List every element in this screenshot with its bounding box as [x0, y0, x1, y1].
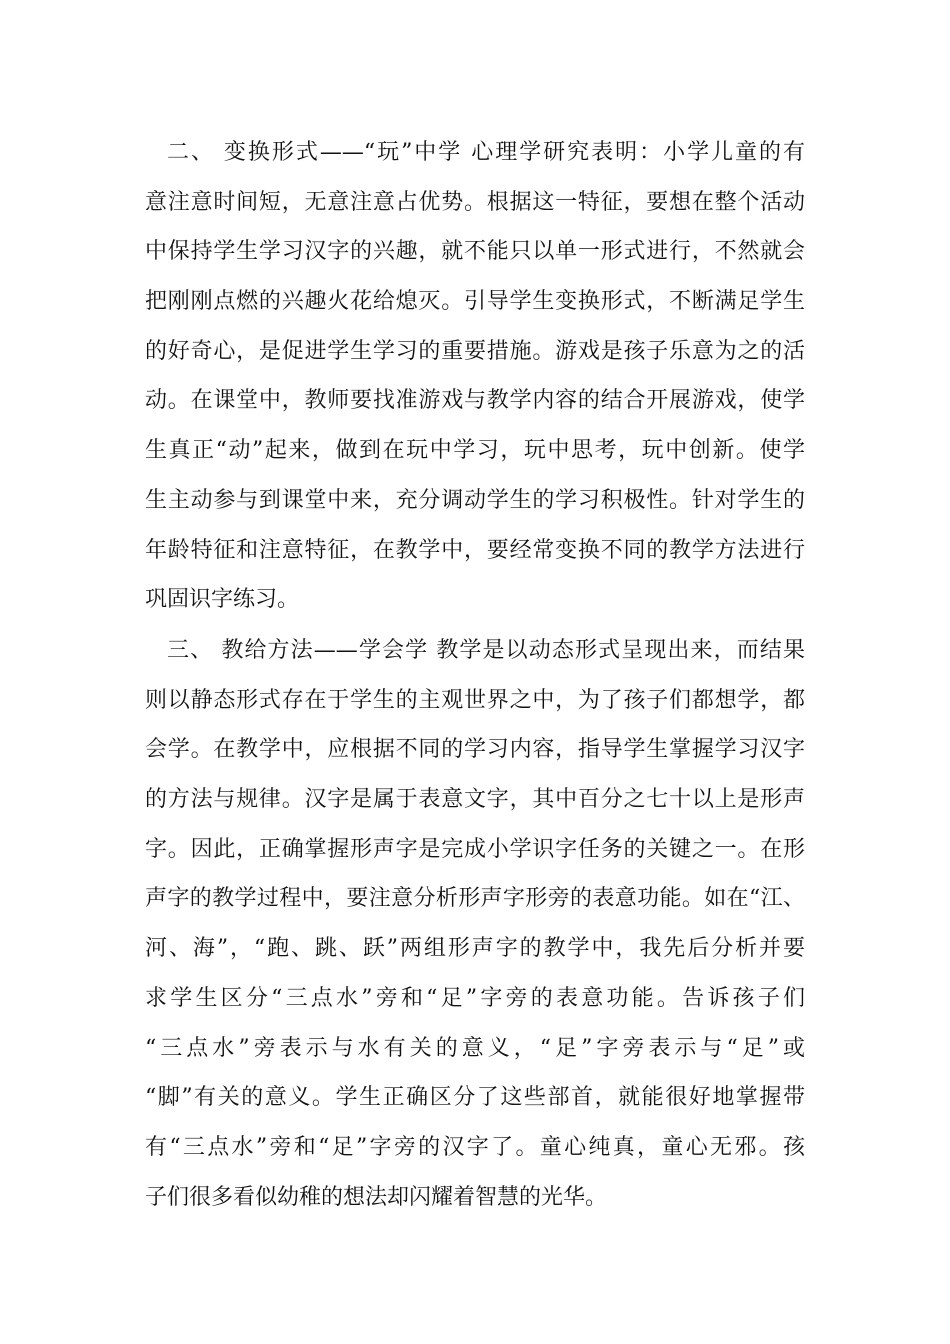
text-line: 河、海”，“跑、跳、跃”两组形声字的教学中，我先后分析并要 — [145, 936, 805, 962]
text-line: 中保持学生学习汉字的兴趣，就不能只以单一形式进行，不然就会 — [145, 239, 805, 265]
text-line: 的方法与规律。汉字是属于表意文字，其中百分之七十以上是形声 — [145, 787, 805, 813]
text-line: “脚”有关的意义。学生正确区分了这些部首，就能很好地掌握带 — [145, 1085, 805, 1111]
text-line: 巩固识字练习。 — [145, 587, 300, 613]
text-line: 年龄特征和注意特征，在教学中，要经常变换不同的教学方法进行 — [145, 537, 805, 563]
text-line: 生主动参与到课堂中来，充分调动学生的学习积极性。针对学生的 — [145, 487, 805, 513]
text-line: 的好奇心，是促进学生学习的重要措施。游戏是孩子乐意为之的活 — [145, 338, 805, 364]
text-line: 生真正“动”起来，做到在玩中学习，玩中思考，玩中创新。使学 — [145, 438, 805, 464]
text-line: 声字的教学过程中，要注意分析形声字形旁的表意功能。如在“江、 — [145, 886, 805, 912]
text-line: 动。在课堂中，教师要找准游戏与教学内容的结合开展游戏，使学 — [145, 388, 805, 414]
text-line: 字。因此，正确掌握形声字是完成小学识字任务的关键之一。在形 — [145, 836, 805, 862]
text-line: 二、 变换形式——“玩”中学 心理学研究表明：小学儿童的有 — [167, 140, 805, 165]
text-line: 则以静态形式存在于学生的主观世界之中，为了孩子们都想学，都 — [145, 687, 805, 713]
text-line: 求学生区分“三点水”旁和“足”字旁的表意功能。告诉孩子们 — [145, 985, 805, 1011]
text-line: 三、 教给方法——学会学 教学是以动态形式呈现出来，而结果 — [167, 638, 805, 663]
paragraph-section-three — [145, 626, 805, 1222]
text-line: 把刚刚点燃的兴趣火花给熄灭。引导学生变换形式，不断满足学生 — [145, 289, 805, 315]
text-line: 子们很多看似幼稚的想法却闪耀着智慧的光华。 — [145, 1184, 608, 1210]
text-line: 有“三点水”旁和“足”字旁的汉字了。童心纯真，童心无邪。孩 — [145, 1134, 805, 1160]
text-line: “三点水”旁表示与水有关的意义，“足”字旁表示与“足”或 — [145, 1035, 805, 1061]
text-line: 会学。在教学中，应根据不同的学习内容，指导学生掌握学习汉字 — [145, 737, 805, 763]
text-line: 意注意时间短，无意注意占优势。根据这一特征，要想在整个活动 — [145, 189, 805, 215]
paragraph-section-two — [145, 128, 805, 625]
